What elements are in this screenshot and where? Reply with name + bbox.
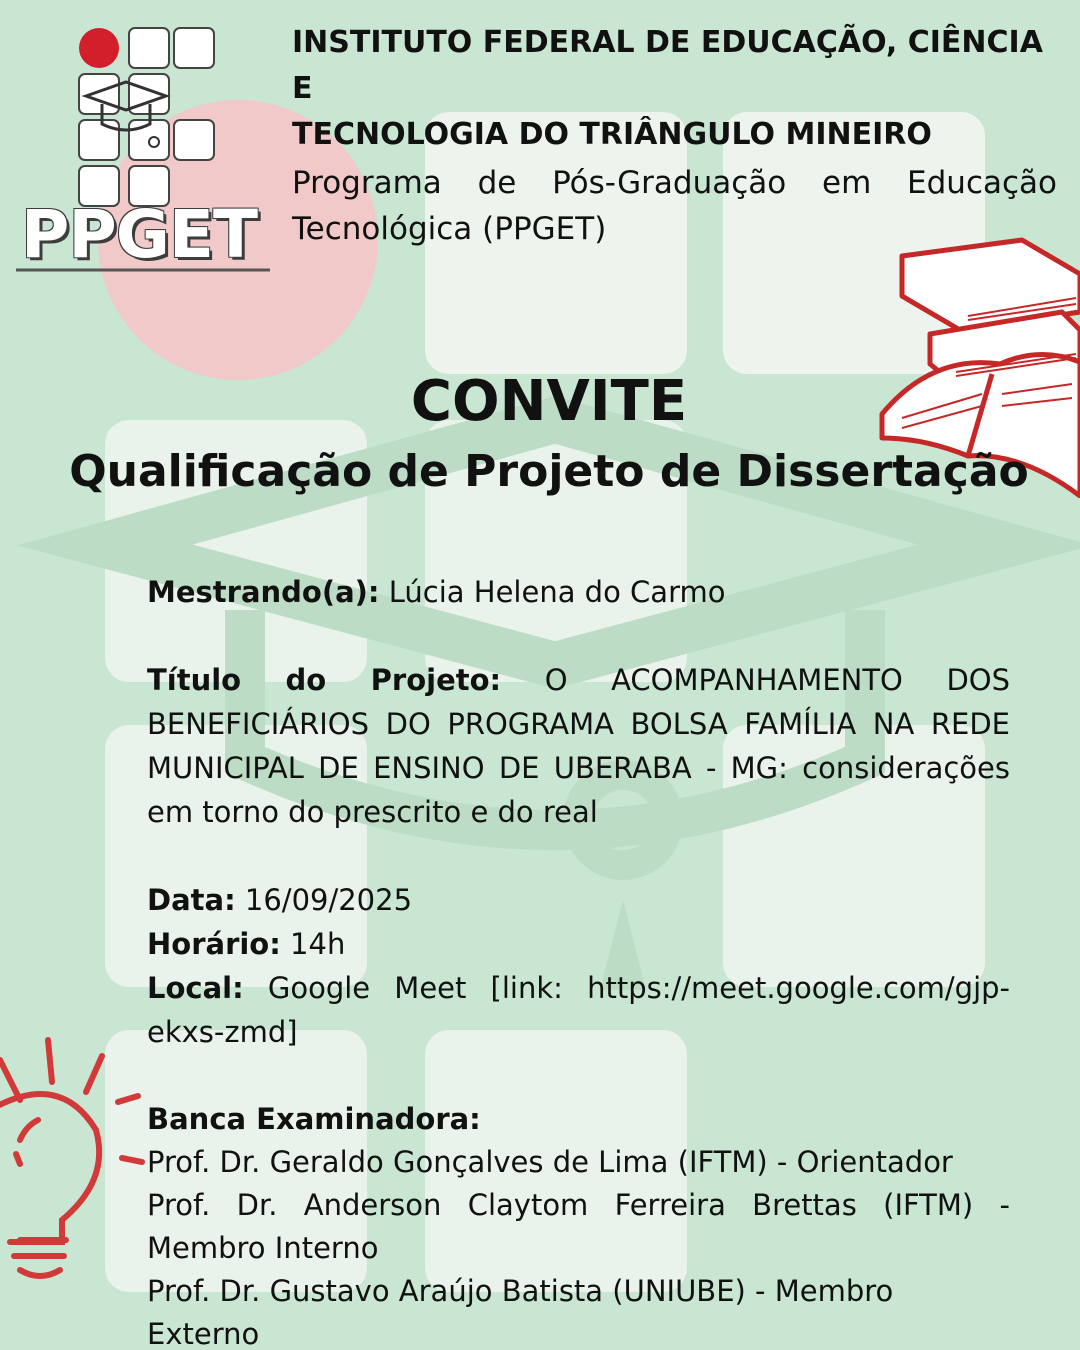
light-bulb-icon xyxy=(0,1030,150,1290)
date-row xyxy=(147,878,1010,922)
institution-name xyxy=(292,20,1062,158)
committee-member: Prof. Dr. Geraldo Gonçalves de Lima (IFTM) - Orientador xyxy=(147,1145,953,1179)
invitation-title: CONVITE xyxy=(410,369,688,434)
committee-member: Prof. Dr. Anderson Claytom Ferreira Brettas (IFTM) - Membro Interno xyxy=(147,1188,1010,1265)
committee-label: Banca Examinadora: xyxy=(147,1102,481,1136)
time-label: Horário: xyxy=(147,927,281,961)
location-value: Google Meet [link: https://meet.google.com/gjp-ekxs-zmd] xyxy=(147,971,1011,1049)
invitation-details xyxy=(147,570,1010,1350)
program-name: Programa de Pós-Graduação em Educação Tecnológica (PPGET) xyxy=(292,165,1057,247)
logo-wordmark: PPGET xyxy=(20,196,258,273)
location-label: Local: xyxy=(147,971,244,1005)
project-label: Título do Projeto: xyxy=(147,663,502,697)
time-value: 14h xyxy=(290,927,346,961)
project-row xyxy=(147,658,1010,834)
time-row xyxy=(147,922,1010,966)
committee-section xyxy=(147,1098,1010,1350)
student-label: Mestrando(a): xyxy=(147,575,380,609)
committee-member: Prof. Dr. Gustavo Araújo Batista (UNIUBE) - Membro Externo xyxy=(147,1274,894,1350)
date-label: Data: xyxy=(147,883,236,917)
date-value: 16/09/2025 xyxy=(244,883,413,917)
student-value: Lúcia Helena do Carmo xyxy=(388,575,726,609)
location-row xyxy=(147,966,1010,1054)
institution-line-2: TECNOLOGIA DO TRIÂNGULO MINEIRO xyxy=(292,117,932,152)
student-row xyxy=(147,570,1010,614)
institution-line-1: INSTITUTO FEDERAL DE EDUCAÇÃO, CIÊNCIA E xyxy=(292,25,1043,106)
project-value: O ACOMPANHAMENTO DOS BENEFICIÁRIOS DO PROGRAMA BOLSA FAMÍLIA NA REDE MUNICIPAL DE ENSINO DE UBERABA - MG: considerações em torno do prescrito e do real xyxy=(147,663,1011,829)
invitation-subtitle: Qualificação de Projeto de Dissertação xyxy=(69,446,1029,497)
